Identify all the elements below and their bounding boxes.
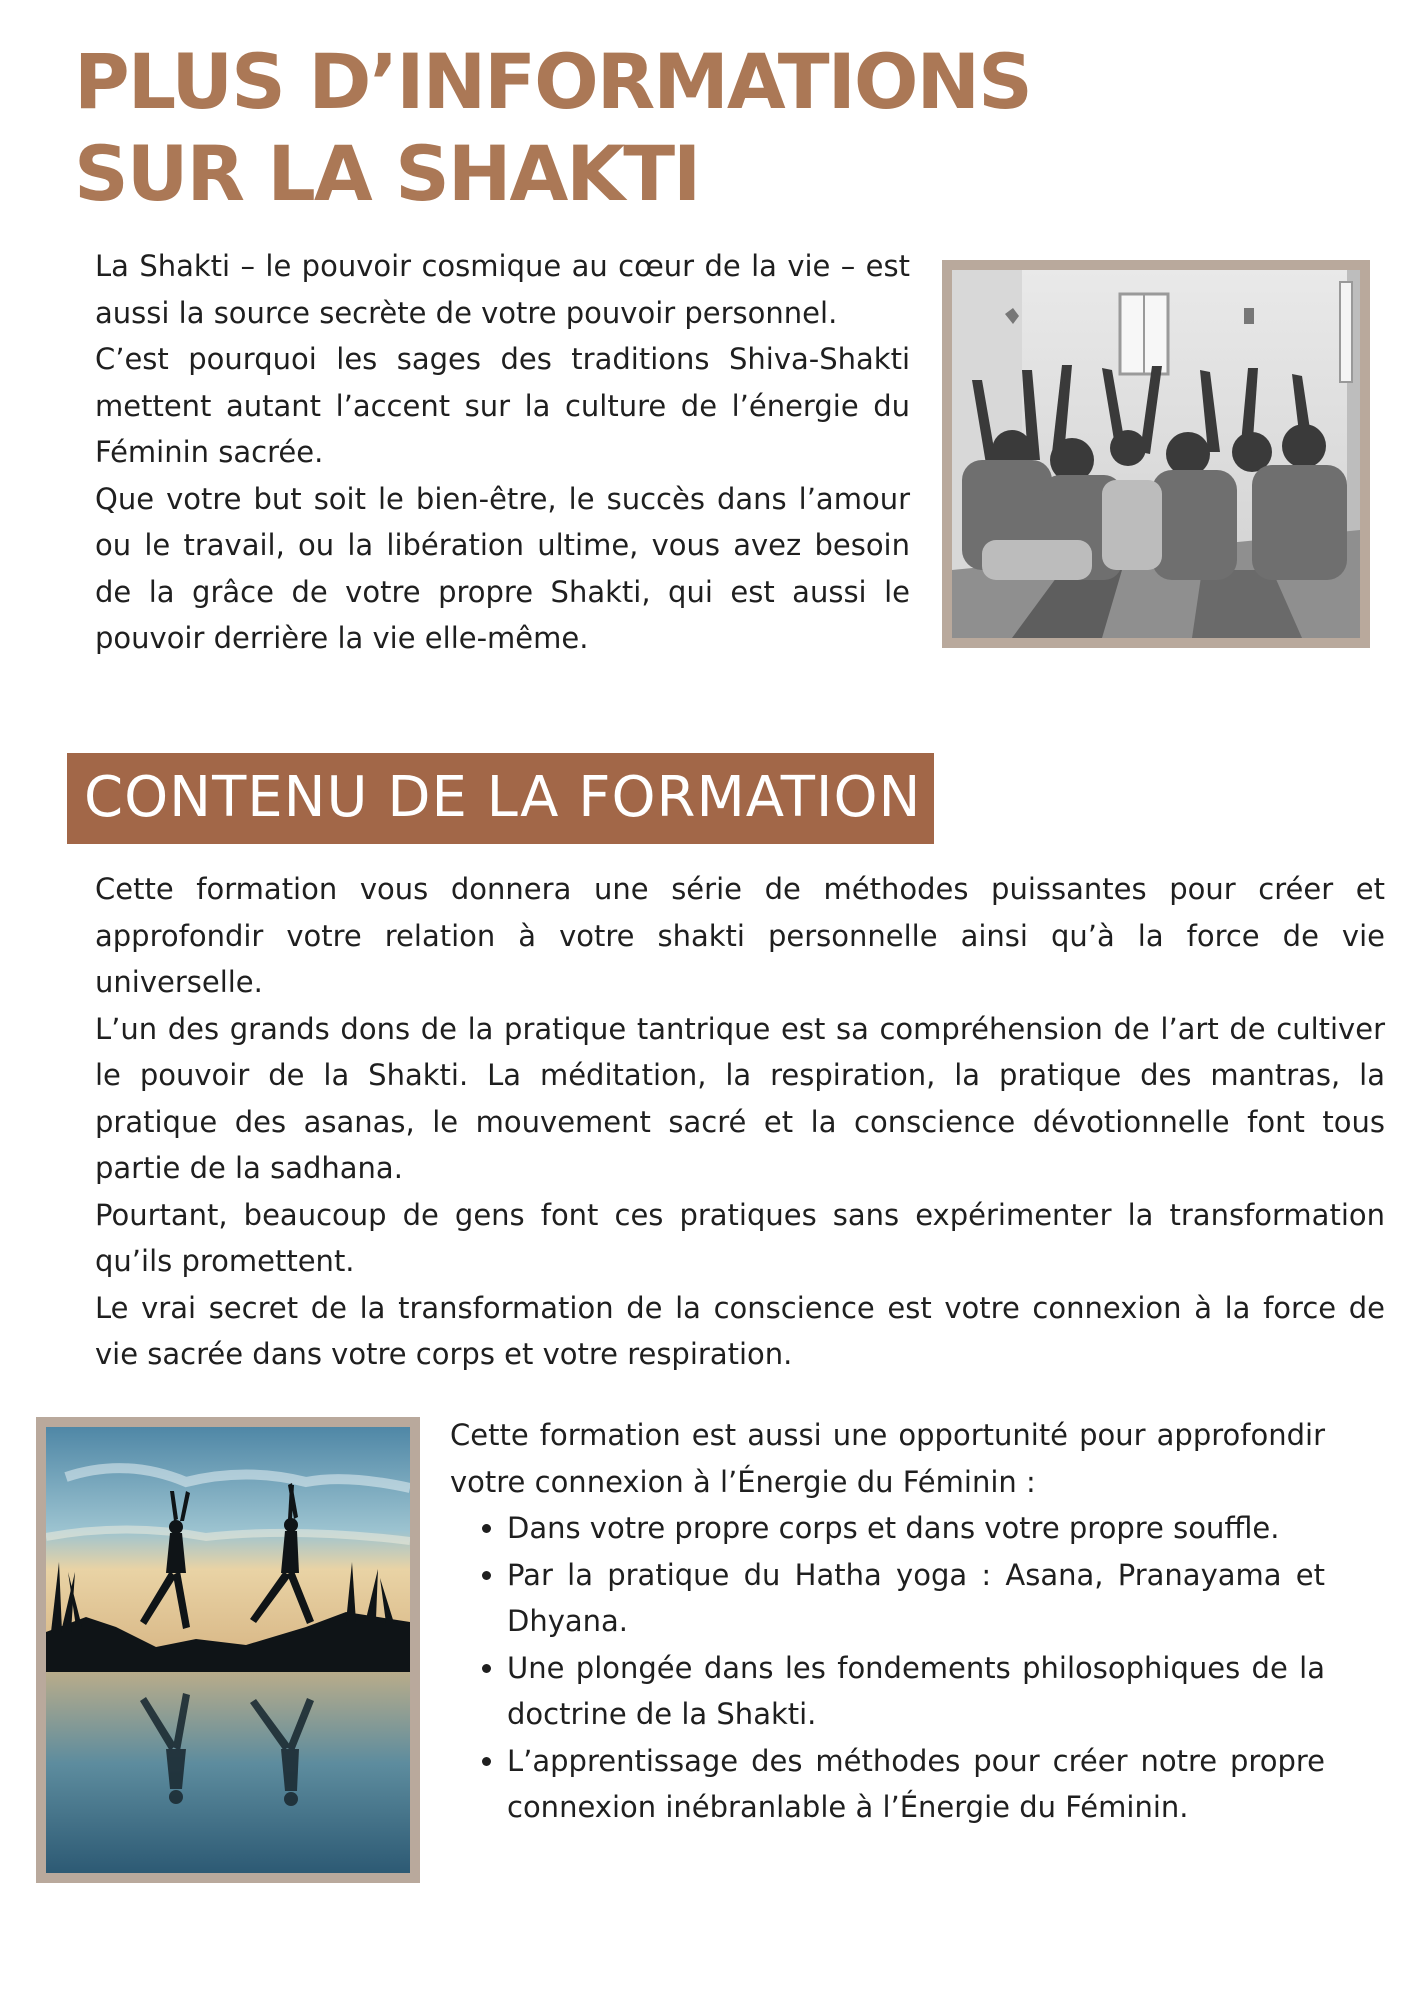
content-paragraph: L’un des grands dons de la pratique tantrique est sa compréhension de l’art de cultiver le pouvoir de la Shakti. La méditation, la respiration, la pratique des mantras, la pratique des asanas, le mouvement sacré et la conscience dévotionnelle font tous partie de la sadhana. — [95, 1011, 1385, 1185]
page-title-line-1: PLUS D’INFORMATIONS — [74, 37, 1031, 126]
closing-intro: Cette formation est aussi une opportunité pour approfondir votre connexion à l’Énergie du Féminin : — [450, 1418, 1325, 1499]
list-item: • Dans votre propre corps et dans votre propre souffle. — [507, 1505, 1325, 1552]
group-circle-illustration — [952, 270, 1360, 638]
section-heading-bar — [67, 753, 934, 844]
closing-text — [450, 1412, 1325, 1831]
list-item: • Une plongée dans les fondements philosophiques de la doctrine de la Shakti. — [507, 1645, 1325, 1738]
yoga-sunset-illustration — [46, 1427, 410, 1873]
intro-paragraph: La Shakti – le pouvoir cosmique au cœur de la vie – est aussi la source secrète de votre pouvoir personnel. — [95, 249, 910, 330]
content-paragraph: Le vrai secret de la transformation de la conscience est votre connexion à la force de vie sacrée dans votre corps et votre respiration. — [95, 1290, 1385, 1371]
content-paragraph: Cette formation vous donnera une série de méthodes puissantes pour créer et approfondir votre relation à votre shakti personnelle ainsi qu’à la force de vie universelle. — [95, 872, 1385, 999]
section-heading: CONTENU DE LA FORMATION — [84, 765, 922, 830]
intro-paragraph: C’est pourquoi les sages des traditions Shiva-Shakti mettent autant l’accent sur la culture de l’énergie du Féminin sacrée. — [95, 342, 910, 469]
list-item: • L’apprentissage des méthodes pour créer notre propre connexion inébranlable à l’Énergie du Féminin. — [507, 1738, 1325, 1831]
page-title-line-2: SUR LA SHAKTI — [74, 129, 700, 218]
intro-paragraph: Que votre but soit le bien-être, le succès dans l’amour ou le travail, ou la libération ultime, vous avez besoin de la grâce de votre propre Shakti, qui est aussi le pouvoir derrière la vie elle-même. — [95, 481, 910, 655]
group-meditation-photo — [942, 260, 1370, 648]
content-paragraph: Pourtant, beaucoup de gens font ces pratiques sans expérimenter la transformation qu’ils promettent. — [95, 1197, 1385, 1278]
yoga-silhouette-photo — [36, 1417, 420, 1883]
intro-text — [95, 243, 910, 662]
page-title — [74, 36, 1031, 220]
benefits-list — [450, 1505, 1325, 1831]
content-text — [95, 866, 1385, 1378]
list-item: • Par la pratique du Hatha yoga : Asana, Pranayama et Dhyana. — [507, 1552, 1325, 1645]
